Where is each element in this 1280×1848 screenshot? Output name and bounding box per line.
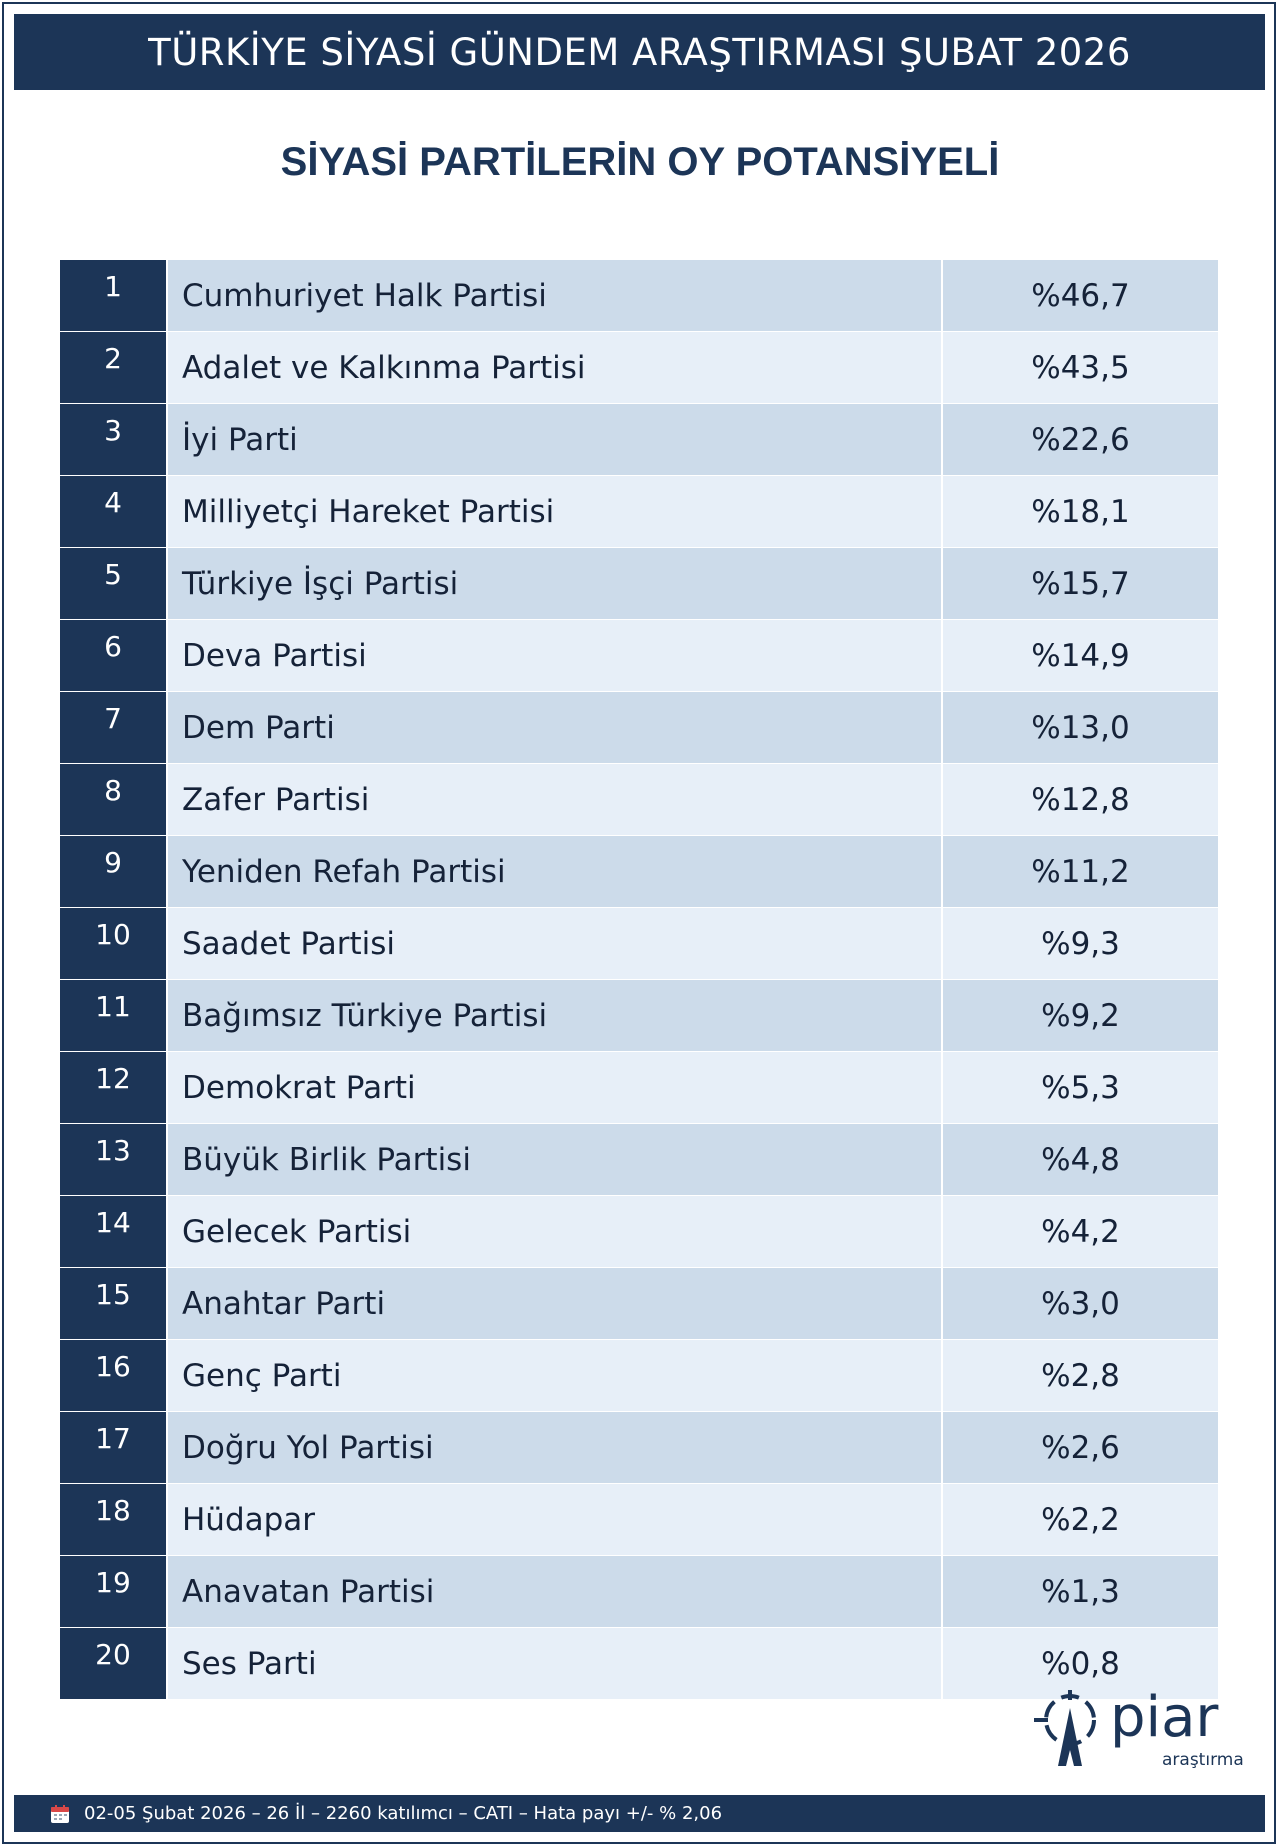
rank-cell: 7 <box>60 692 168 763</box>
vote-potential-cell: %14,9 <box>943 620 1218 691</box>
vote-potential-cell: %15,7 <box>943 548 1218 619</box>
vote-potential-cell: %4,8 <box>943 1124 1218 1195</box>
party-name-cell: Saadet Partisi <box>168 908 943 979</box>
table-row <box>60 404 1218 476</box>
vote-potential-cell: %2,2 <box>943 1484 1218 1555</box>
rank-cell: 15 <box>60 1268 168 1339</box>
vote-potential-cell: %0,8 <box>943 1628 1218 1699</box>
party-name-cell: Demokrat Parti <box>168 1052 943 1123</box>
party-name-cell: Genç Parti <box>168 1340 943 1411</box>
vote-potential-cell: %9,3 <box>943 908 1218 979</box>
party-name-cell: Türkiye İşçi Partisi <box>168 548 943 619</box>
table-row <box>60 260 1218 332</box>
table-row <box>60 1052 1218 1124</box>
rank-cell: 4 <box>60 476 168 547</box>
table-row <box>60 1340 1218 1412</box>
table-row <box>60 1196 1218 1268</box>
party-name-cell: Adalet ve Kalkınma Partisi <box>168 332 943 403</box>
footer-text: 02-05 Şubat 2026 – 26 İl – 2260 katılımcı – CATI – Hata payı +/- % 2,06 <box>84 1803 723 1824</box>
table-row <box>60 764 1218 836</box>
rank-cell: 17 <box>60 1412 168 1483</box>
table-row <box>60 1412 1218 1484</box>
table-row <box>60 1124 1218 1196</box>
table-row <box>60 1268 1218 1340</box>
table-row <box>60 1484 1218 1556</box>
rank-cell: 1 <box>60 260 168 331</box>
table-row <box>60 620 1218 692</box>
table-row <box>60 980 1218 1052</box>
rank-cell: 12 <box>60 1052 168 1123</box>
party-name-cell: Yeniden Refah Partisi <box>168 836 943 907</box>
party-name-cell: Anahtar Parti <box>168 1268 943 1339</box>
table-row <box>60 1556 1218 1628</box>
footer-bar <box>14 1795 1265 1832</box>
vote-potential-cell: %2,8 <box>943 1340 1218 1411</box>
logo <box>1030 1685 1244 1770</box>
vote-potential-cell: %46,7 <box>943 260 1218 331</box>
party-name-cell: Milliyetçi Hareket Partisi <box>168 476 943 547</box>
party-name-cell: Bağımsız Türkiye Partisi <box>168 980 943 1051</box>
rank-cell: 13 <box>60 1124 168 1195</box>
party-name-cell: Zafer Partisi <box>168 764 943 835</box>
logo-wordmark: piar <box>1110 1685 1219 1750</box>
party-name-cell: Hüdapar <box>168 1484 943 1555</box>
logo-subtitle: araştırma <box>1162 1750 1244 1770</box>
crosshair-logo-icon <box>1030 1690 1110 1770</box>
party-name-cell: Cumhuriyet Halk Partisi <box>168 260 943 331</box>
vote-potential-cell: %5,3 <box>943 1052 1218 1123</box>
party-name-cell: İyi Parti <box>168 404 943 475</box>
table-row <box>60 836 1218 908</box>
rank-cell: 3 <box>60 404 168 475</box>
rank-cell: 19 <box>60 1556 168 1627</box>
table-row <box>60 476 1218 548</box>
table-row <box>60 908 1218 980</box>
vote-potential-cell: %2,6 <box>943 1412 1218 1483</box>
rank-cell: 8 <box>60 764 168 835</box>
vote-potential-cell: %11,2 <box>943 836 1218 907</box>
vote-potential-cell: %1,3 <box>943 1556 1218 1627</box>
party-name-cell: Gelecek Partisi <box>168 1196 943 1267</box>
rank-cell: 10 <box>60 908 168 979</box>
rank-cell: 5 <box>60 548 168 619</box>
party-table <box>60 260 1218 1700</box>
table-row <box>60 332 1218 404</box>
vote-potential-cell: %3,0 <box>943 1268 1218 1339</box>
vote-potential-cell: %13,0 <box>943 692 1218 763</box>
header-title: TÜRKİYE SİYASİ GÜNDEM ARAŞTIRMASI ŞUBAT 2026 <box>148 30 1131 74</box>
rank-cell: 20 <box>60 1628 168 1699</box>
table-row <box>60 548 1218 620</box>
vote-potential-cell: %43,5 <box>943 332 1218 403</box>
vote-potential-cell: %12,8 <box>943 764 1218 835</box>
rank-cell: 6 <box>60 620 168 691</box>
rank-cell: 16 <box>60 1340 168 1411</box>
rank-cell: 11 <box>60 980 168 1051</box>
vote-potential-cell: %22,6 <box>943 404 1218 475</box>
party-name-cell: Dem Parti <box>168 692 943 763</box>
header-bar <box>14 14 1265 90</box>
table-row <box>60 692 1218 764</box>
party-name-cell: Büyük Birlik Partisi <box>168 1124 943 1195</box>
rank-cell: 9 <box>60 836 168 907</box>
rank-cell: 2 <box>60 332 168 403</box>
vote-potential-cell: %18,1 <box>943 476 1218 547</box>
party-name-cell: Doğru Yol Partisi <box>168 1412 943 1483</box>
party-name-cell: Anavatan Partisi <box>168 1556 943 1627</box>
vote-potential-cell: %4,2 <box>943 1196 1218 1267</box>
table-title: SİYASİ PARTİLERİN OY POTANSİYELİ <box>280 140 1000 184</box>
party-name-cell: Ses Parti <box>168 1628 943 1699</box>
vote-potential-cell: %9,2 <box>943 980 1218 1051</box>
rank-cell: 14 <box>60 1196 168 1267</box>
rank-cell: 18 <box>60 1484 168 1555</box>
calendar-icon <box>50 1804 70 1824</box>
party-name-cell: Deva Partisi <box>168 620 943 691</box>
